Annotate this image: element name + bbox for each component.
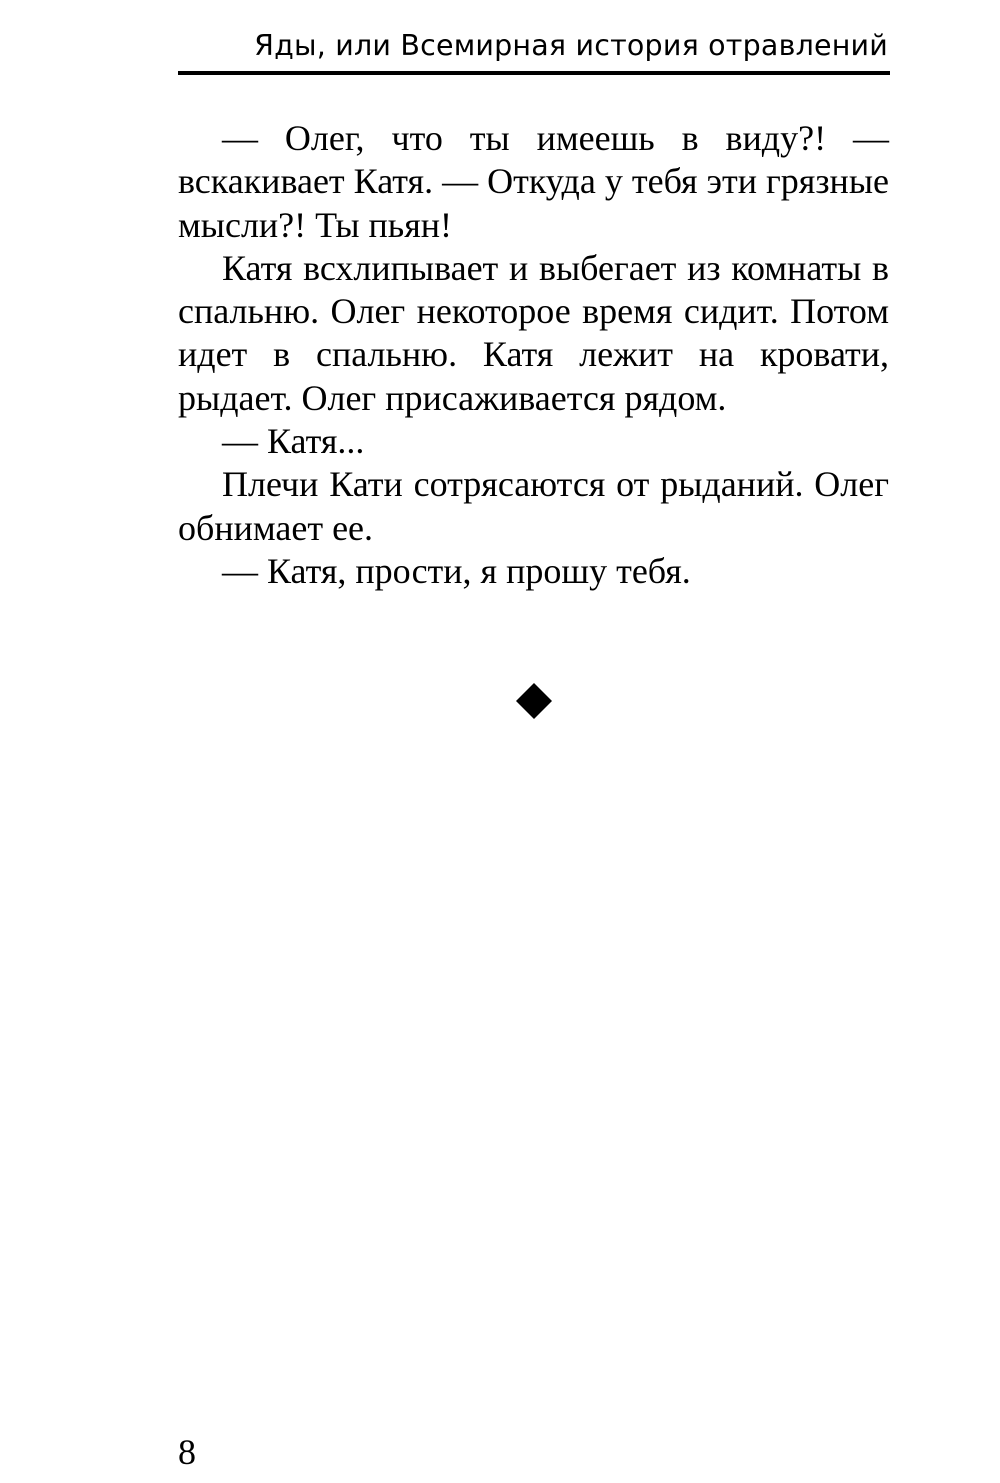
paragraph-1: — Олег, что ты имеешь в виду?! — вскакивает Катя. — Откуда у тебя эти грязные мысли?! Ты пьян! bbox=[178, 118, 889, 245]
paragraph-5: — Катя, прости, я прошу тебя. bbox=[222, 550, 691, 591]
paragraph-4: Плечи Кати сотрясаются от рыданий. Олег обнимает ее. bbox=[178, 464, 889, 548]
paragraph-2: Катя всхлипывает и выбегает из комнаты в спальню. Олег некоторое время сидит. Потом идет в спальню. Катя лежит на кровати, рыдает. Олег присаживается рядом. bbox=[178, 247, 889, 418]
paragraph-3: — Катя... bbox=[222, 421, 365, 462]
page-number: 8 bbox=[178, 1432, 196, 1472]
running-head-title: Яды, или Всемирная история отравлений bbox=[254, 29, 888, 62]
body-text bbox=[178, 117, 889, 593]
diamond-icon bbox=[514, 681, 554, 721]
header-rule bbox=[178, 71, 890, 75]
